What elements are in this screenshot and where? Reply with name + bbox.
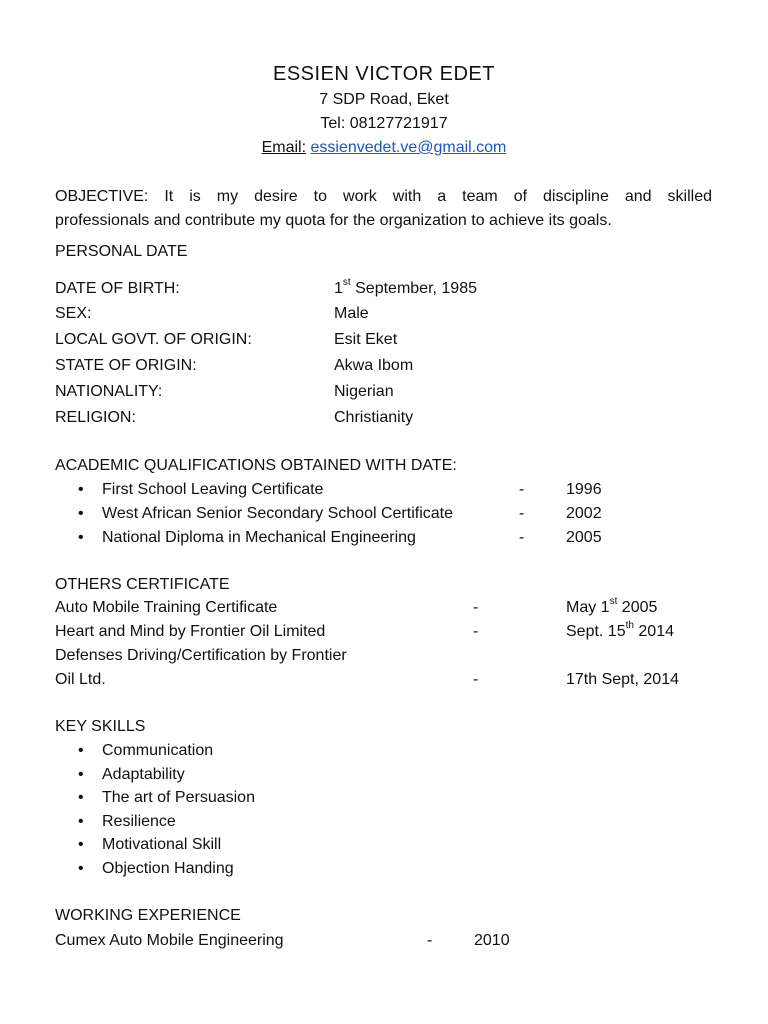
academic-item: First School Leaving Certificate <box>102 481 324 498</box>
telephone: Tel: 08127721917 <box>320 115 448 132</box>
bullet-icon: • <box>78 505 84 522</box>
personal-value: Male <box>334 305 369 322</box>
bullet-icon: • <box>78 813 84 830</box>
certificate-item: Auto Mobile Training Certificate <box>55 599 278 616</box>
personal-value: 1st September, 1985 <box>334 277 477 297</box>
bullet-icon: • <box>78 766 84 783</box>
personal-value: Christianity <box>334 409 414 426</box>
applicant-name: ESSIEN VICTOR EDET <box>272 63 495 85</box>
academic-heading: ACADEMIC QUALIFICATIONS OBTAINED WITH DATE: <box>55 457 457 474</box>
skill-item: The art of Persuasion <box>102 789 255 806</box>
certificate-item: Defenses Driving/Certification by Frontier <box>55 647 347 664</box>
objective-paragraph <box>55 185 712 233</box>
email-line <box>0 139 768 157</box>
skill-item: Resilience <box>102 813 176 830</box>
academic-item: National Diploma in Mechanical Engineering <box>102 529 416 546</box>
certificate-item: Heart and Mind by Frontier Oil Limited <box>55 623 326 640</box>
certificate-date: Sept. 15th 2014 <box>566 620 674 640</box>
dash: - <box>473 671 479 688</box>
objective-line-1: OBJECTIVE: It is my desire to work with a team of discipline and skilled <box>55 188 712 205</box>
personal-value: Esit Eket <box>334 331 398 348</box>
email-link[interactable]: essienvedet.ve@gmail.com <box>310 139 507 156</box>
personal-value: Akwa Ibom <box>334 357 414 374</box>
bullet-icon: • <box>78 836 84 853</box>
certificate-item: Oil Ltd. <box>55 671 106 688</box>
personal-heading: PERSONAL DATE <box>55 243 188 260</box>
dash: - <box>473 599 479 616</box>
skill-item: Motivational Skill <box>102 836 222 853</box>
bullet-icon: • <box>78 789 84 806</box>
personal-label: LOCAL GOVT. OF ORIGIN: <box>55 331 252 348</box>
personal-value: Nigerian <box>334 383 394 400</box>
skill-item: Adaptability <box>102 766 185 783</box>
bullet-icon: • <box>78 481 84 498</box>
dash: - <box>473 623 479 640</box>
objective-line-2: professionals and contribute my quota for the organization to achieve its goals. <box>55 212 612 229</box>
address: 7 SDP Road, Eket <box>319 91 449 108</box>
skill-item: Communication <box>102 742 214 759</box>
bullet-icon: • <box>78 860 84 877</box>
dash: - <box>427 932 433 949</box>
bullet-icon: • <box>78 529 84 546</box>
experience-heading: WORKING EXPERIENCE <box>55 907 241 924</box>
academic-item: West African Senior Secondary School Certificate <box>102 505 453 522</box>
experience-year: 2010 <box>474 932 510 949</box>
personal-label: DATE OF BIRTH: <box>55 280 180 297</box>
certificate-date: May 1st 2005 <box>566 596 658 616</box>
skill-item: Objection Handing <box>102 860 234 877</box>
academic-year: 2005 <box>566 529 602 546</box>
dash: - <box>519 529 525 546</box>
personal-label: NATIONALITY: <box>55 383 163 400</box>
personal-label: RELIGION: <box>55 409 136 426</box>
personal-label: STATE OF ORIGIN: <box>55 357 197 374</box>
dash: - <box>519 505 525 522</box>
others-heading: OTHERS CERTIFICATE <box>55 576 230 593</box>
academic-year: 2002 <box>566 505 602 522</box>
academic-year: 1996 <box>566 481 602 498</box>
dash: - <box>519 481 525 498</box>
certificate-date: 17th Sept, 2014 <box>566 671 679 688</box>
bullet-icon: • <box>78 742 84 759</box>
personal-label: SEX: <box>55 305 92 322</box>
email-label: Email: <box>261 139 307 156</box>
skills-heading: KEY SKILLS <box>55 718 146 735</box>
experience-item: Cumex Auto Mobile Engineering <box>55 932 284 949</box>
